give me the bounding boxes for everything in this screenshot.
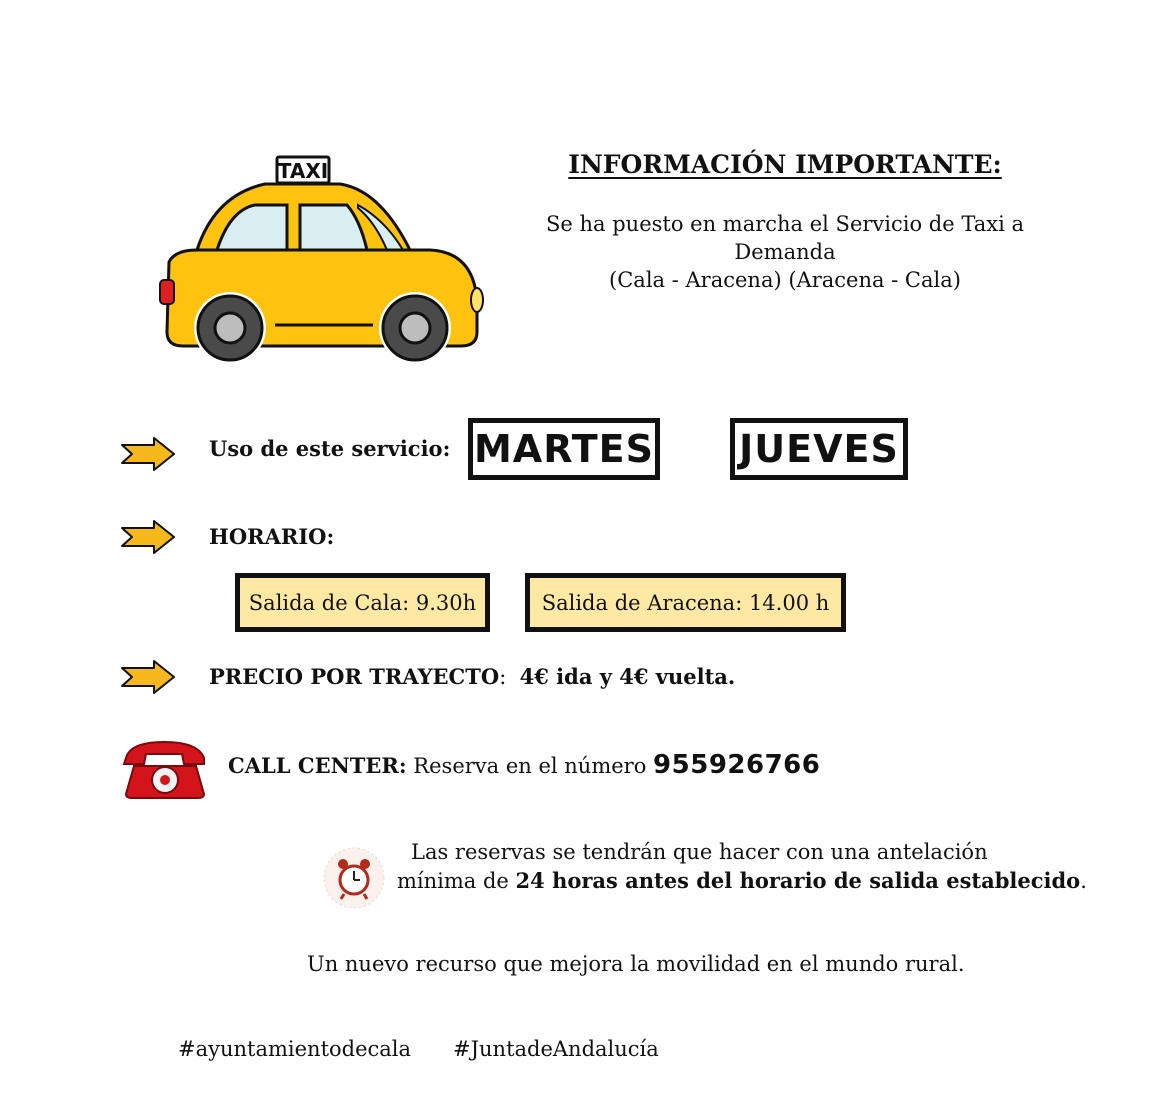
reservation-bold: 24 horas antes del horario de salida establecido: [515, 868, 1081, 893]
departure-aracena-box: Salida de Aracena: 14.00 h: [525, 573, 846, 632]
reservation-suffix: .: [1080, 869, 1087, 893]
alarm-clock-icon: [322, 844, 386, 908]
tagline: Un nuevo recurso que mejora la movilidad en el mundo rural.: [307, 952, 965, 976]
price-colon: :: [499, 665, 507, 689]
reservation-line-1: Las reservas se tendrán que hacer con una antelación: [411, 840, 988, 864]
intro-line-1: Se ha puesto en marcha el Servicio de Taxi a Demanda: [546, 212, 1024, 264]
reservation-prefix: mínima de: [397, 869, 509, 893]
callcenter-number: 955926766: [653, 750, 821, 780]
departure-cala-box: Salida de Cala: 9.30h: [235, 573, 490, 632]
arrow-right-icon: [120, 436, 176, 472]
price-value: 4€ ida y 4€ vuelta.: [519, 664, 736, 689]
callcenter-text: Reserva en el número: [413, 754, 647, 778]
hashtag-ayuntamiento: #ayuntamientodecala: [178, 1037, 412, 1061]
schedule-label: HORARIO:: [209, 524, 335, 549]
price-line: [209, 664, 735, 689]
taxi-illustration: [155, 150, 490, 370]
intro-line-2: (Cala - Aracena) (Aracena - Cala): [609, 268, 961, 292]
usage-label: Uso de este servicio:: [209, 436, 451, 461]
price-label: PRECIO POR TRAYECTO: [209, 664, 500, 689]
taxi-sign-text: TAXI: [277, 159, 329, 183]
day-box-thursday: JUEVES: [730, 418, 908, 480]
callcenter-line: [228, 750, 820, 780]
reservation-line-2: [397, 868, 1087, 893]
callcenter-label: CALL CENTER:: [228, 753, 407, 778]
intro-text: [500, 210, 1070, 294]
hashtag-junta: #JuntadeAndalucía: [453, 1037, 659, 1061]
arrow-right-icon: [120, 519, 176, 555]
page-title: INFORMACIÓN IMPORTANTE:: [568, 150, 1002, 179]
day-box-tuesday: MARTES: [468, 418, 660, 480]
telephone-icon: [120, 738, 210, 800]
arrow-right-icon: [120, 659, 176, 695]
